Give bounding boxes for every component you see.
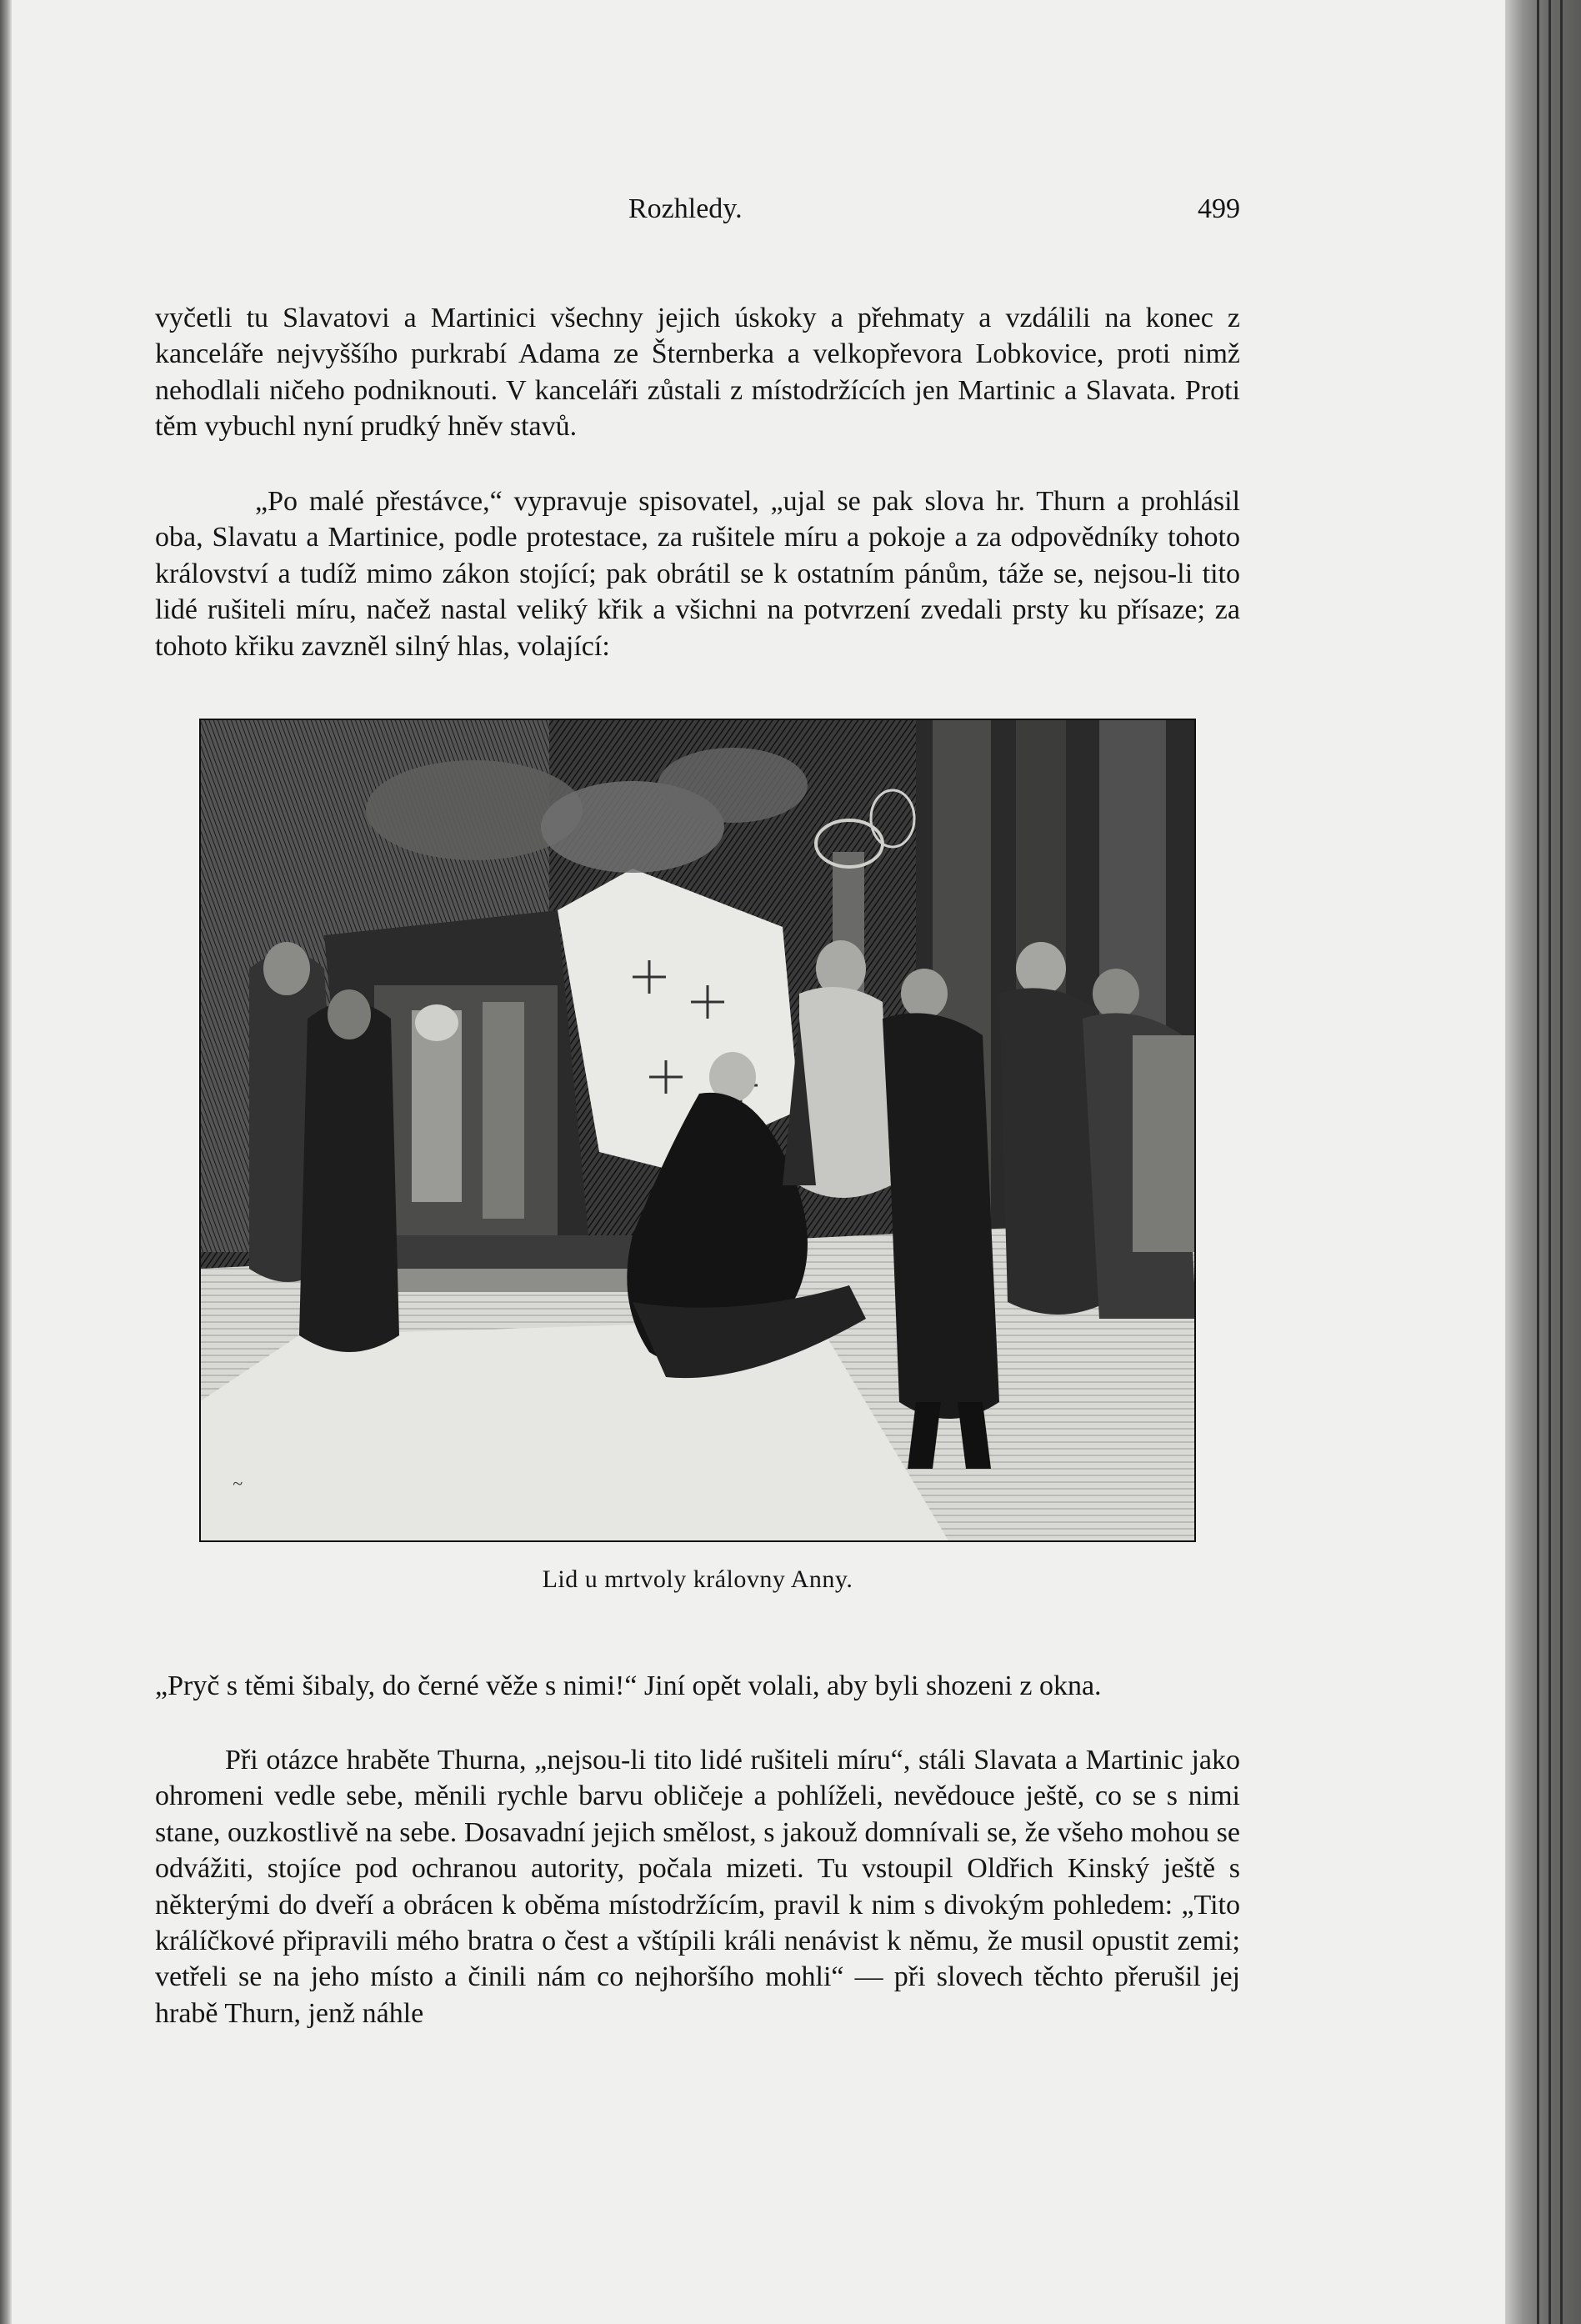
scan-left-edge [0,0,12,2324]
paragraph-3: „Pryč s těmi šibaly, do černé věže s nimi!“ Jiní opět volali, aby byli shozeni z okna. [155,1670,1102,1701]
page-number: 499 [1198,193,1240,224]
paragraph-4: Při otázce hraběte Thurna, „nejsou-li tito lidé rušiteli míru“, stáli Slavata a Martinic jako ohromeni vedle sebe, měnili rychle barvu obličeje a pohlíželi, nevědouce ještě, co se s nimi stane, ouzkostlivě na sebe. Dosavadní jejich smělost, s jakouž domnívali se, že všeho mohou se odvážiti, stojíce pod ochranou autority, počala mizeti. Tu vstoupil Oldřich Kinský ještě s některými do dveří a obrácen k oběma místodržícím, pravil k nim s divokým pohledem: „Tito králíčkové připravili mého bratra o čest a vštípili králi nenávist k němu, že musil opustit zemi; vetřeli se na jeho místo a činili nám co nejhoršího mohli“ — při slovech těchto přerušil jej hrabě Thurn, jenž náhle [155,1745,1240,2029]
edge-stripe [1537,0,1539,2324]
paragraph-2: „Po malé přestávce,“ vypravuje spisovatel, „ujal se pak slova hr. Thurn a prohlásil oba, Slavatu a Martinice, podle protestace, za rušitele míru a pokoje a za odpovědníky tohoto království a tudíž mimo zákon stojící; pak obrátil se k ostatním pánům, táže se, nejsou-li tito lidé rušiteli míru, načež nastal veliký křik a všichni na potvrzení zvedali prsty ku přísaze; za tohoto křiku zavzněl silný hlas, volající: [155,486,1240,662]
running-head [155,193,1240,233]
svg-text:~: ~ [233,1473,243,1494]
book-page [155,0,1240,2324]
edge-stripe [1548,0,1551,2324]
paragraph-1: vyčetli tu Slavatovi a Martinici všechny jejich úskoky a přehmaty a vzdálili na konec z kanceláře nejvyššího purkrabí Adama ze Šternberka a velkopřevora Lobkovice, proti nimž nehodlali ničeho podniknouti. V kanceláři zůstali z místodržících jen Martinic a Slavata. Proti těm vybuchl nyní prudký hněv stavů. [155,303,1240,443]
engraving-image [199,719,1196,1542]
running-head-title: Rozhledy. [628,193,743,224]
figure-caption: Lid u mrtvoly královny Anny. [542,1565,853,1593]
engraving-illustration [199,719,1196,1542]
scan-right-edge [1505,0,1581,2324]
edge-stripe [1560,0,1563,2324]
